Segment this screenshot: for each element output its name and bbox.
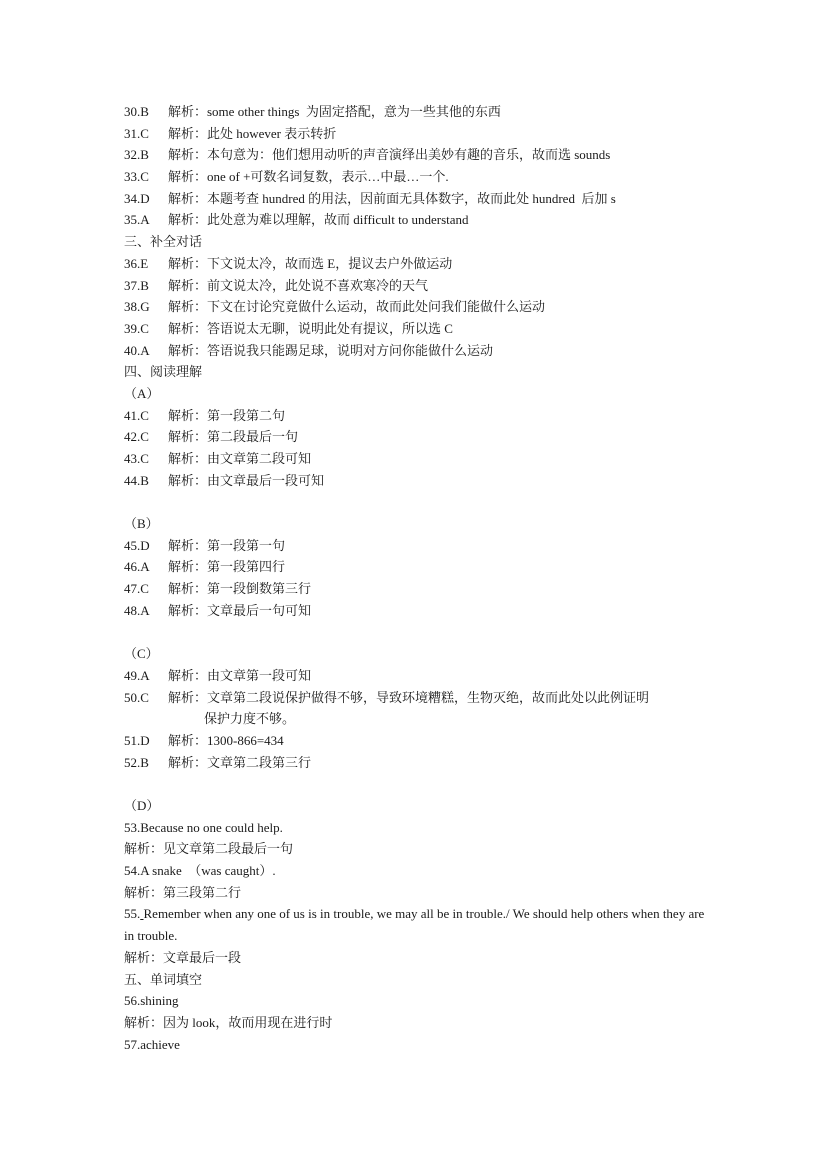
- section3-list: [124, 253, 714, 361]
- answer-line: 37.B 解析：前文说太冷，此处说不喜欢寒冷的天气: [124, 277, 429, 293]
- section3-heading: 三、补全对话: [124, 234, 203, 250]
- passage-d-list: [124, 817, 714, 969]
- answer-line: 38.G 解析：下文在讨论究竟做什么运动，故而此处问我们能做什么运动: [124, 299, 546, 315]
- answer-line: 41.C 解析：第一段第二句: [124, 407, 286, 423]
- answer-line: 51.D 解析：1300-866=434: [124, 732, 284, 748]
- answer-line: 33.C 解析：one of +可数名词复数，表示…中最…一个.: [124, 169, 449, 185]
- answer-line: 40.A 解析：答语说我只能踢足球，说明对方问你能做什么运动: [124, 342, 494, 358]
- passage-a-label: （A）: [124, 385, 160, 401]
- answer-line: 45.D 解析：第一段第一句: [124, 537, 286, 553]
- answer-line: 39.C 解析：答语说太无聊，说明此处有提议，所以选 C: [124, 320, 453, 336]
- answer-note: 解析：第三段第二行: [124, 884, 242, 900]
- section5-list: [124, 990, 714, 1055]
- passage-c-list: [124, 665, 714, 773]
- answer-line: 31.C 解析：此处 however 表示转折: [124, 125, 337, 141]
- answer-line: 49.A 解析：由文章第一段可知: [124, 667, 312, 683]
- part2-tail-list: [124, 101, 714, 231]
- answer-text-long: 55. Remember when any one of us is in trouble, we may all be in trouble./ We should help others when they are in trouble.: [124, 906, 705, 944]
- answer-line: 42.C 解析：第二段最后一句: [124, 429, 299, 445]
- answer-line: 46.A 解析：第一段第四行: [124, 559, 286, 575]
- section4-heading: 四、阅读理解: [124, 364, 203, 380]
- answer-note: 解析：见文章第二段最后一句: [124, 841, 294, 857]
- passage-c-label: （C）: [124, 646, 159, 662]
- answer-line: 36.E 解析：下文说太冷，故而选 E，提议去户外做运动: [124, 255, 453, 271]
- answer-text: 53.Because no one could help.: [124, 819, 283, 835]
- answer-line: 44.B 解析：由文章最后一段可知: [124, 472, 325, 488]
- passage-a-list: [124, 405, 714, 492]
- passage-b-list: [124, 535, 714, 622]
- answer-line-continuation: 保护力度不够。: [204, 711, 296, 727]
- answer-text: 54.A snake （was caught）.: [124, 863, 276, 879]
- spacer: [124, 773, 714, 795]
- answer-note: 解析：因为 look，故而用现在进行时: [124, 1014, 333, 1030]
- section5-heading: 五、单词填空: [124, 971, 203, 987]
- passage-b-label: （B）: [124, 516, 159, 532]
- answer-line: 52.B 解析：文章第二段第三行: [124, 754, 312, 770]
- passage-d-label: （D）: [124, 798, 160, 813]
- answer-line: 35.A 解析：此处意为难以理解，故而 difficult to understand: [124, 212, 469, 228]
- answer-line: 50.C 解析：文章第二段说保护做得不够，导致环境糟糕，生物灭绝，故而此处以此例证明: [124, 689, 650, 705]
- answer-line: 30.B 解析：some other things 为固定搭配，意为一些其他的东西: [124, 104, 501, 119]
- answer-text: 57.achieve: [124, 1036, 180, 1052]
- answer-key-page: [124, 101, 714, 1055]
- answer-note: 解析：文章最后一段: [124, 949, 242, 965]
- answer-text: 56.shining: [124, 993, 179, 1009]
- answer-line: 32.B 解析：本句意为：他们想用动听的声音演绎出美妙有趣的音乐，故而选 sounds: [124, 147, 611, 163]
- answer-line: 43.C 解析：由文章第二段可知: [124, 451, 312, 466]
- answer-line: 34.D 解析：本题考查 hundred 的用法，因前面无具体数字，故而此处 hundred 后加 s: [124, 190, 616, 206]
- spacer: [124, 622, 714, 644]
- answer-line: 47.C 解析：第一段倒数第三行: [124, 581, 312, 597]
- answer-line: 48.A 解析：文章最后一句可知: [124, 602, 312, 618]
- spacer: [124, 491, 714, 513]
